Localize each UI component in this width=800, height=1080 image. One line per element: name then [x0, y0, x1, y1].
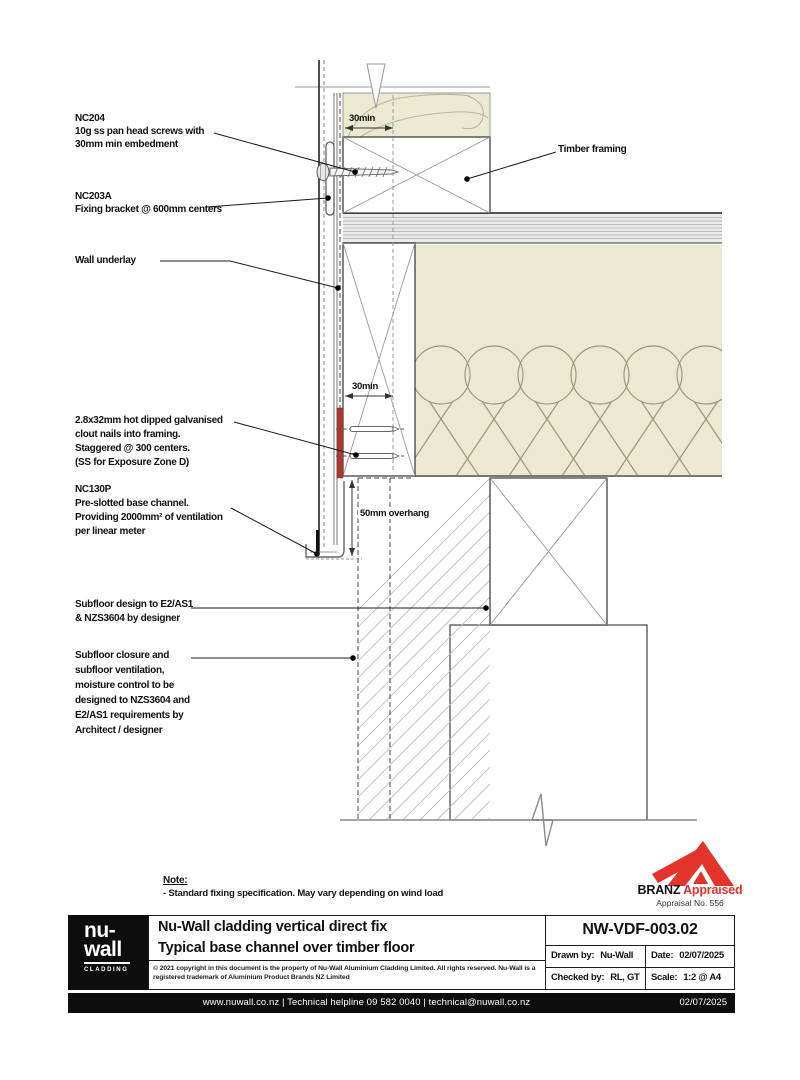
- label-subfloor-closure: [75, 648, 190, 738]
- checked-by-label: Checked by:: [551, 972, 605, 983]
- footer-contact-text: www.nuwall.co.nz | Technical helpline 09 582 0040 | technical@nuwall.co.nz: [202, 997, 531, 1008]
- label-nc204: [75, 112, 204, 151]
- branz-appraisal-number: Appraisal No. 556: [656, 898, 724, 908]
- label-nc130p-text: Providing 2000mm² of ventilation: [75, 512, 223, 523]
- label-subfloor-design: [75, 598, 193, 626]
- nuwall-logo-rule: [84, 962, 130, 964]
- label-clout-nails-text: clout nails into framing.: [75, 429, 181, 440]
- footer-bar: [68, 993, 735, 1013]
- scale-value: 1:2 @ A4: [683, 972, 721, 983]
- label-subfloor-closure-text: moisture control to be: [75, 680, 174, 691]
- drawn-by-label: Drawn by:: [551, 950, 595, 961]
- drawing-number: NW-VDF-003.02: [582, 921, 698, 938]
- title-block-divider: [545, 967, 735, 968]
- label-nc130p: [75, 483, 223, 539]
- label-nc204-text: 30mm min embedment: [75, 139, 178, 150]
- label-nc204-code: NC204: [75, 113, 105, 124]
- nuwall-logo-cladding: CLADDING: [84, 967, 129, 973]
- drawing-note: [163, 875, 443, 899]
- date-cell: [651, 950, 724, 961]
- label-nc130p-text: Pre-slotted base channel.: [75, 498, 189, 509]
- drawn-by-cell: [551, 950, 633, 961]
- footer-date: 02/07/2025: [679, 997, 727, 1008]
- note-body: - Standard fixing specification. May vary depending on wind load: [163, 888, 444, 899]
- timber-bearer: [490, 478, 607, 625]
- scale-label: Scale:: [651, 972, 678, 983]
- label-subfloor-closure-text: E2/AS1 requirements by: [75, 710, 184, 721]
- label-subfloor-closure-text: subfloor ventilation,: [75, 665, 165, 676]
- note-heading: Note:: [163, 875, 188, 886]
- label-nc204-text: 10g ss pan head screws with: [75, 126, 205, 137]
- label-subfloor-closure-text: Subfloor closure and: [75, 650, 170, 661]
- branz-status: Appraised: [683, 883, 743, 897]
- label-nc203a-code: NC203A: [75, 191, 112, 202]
- drawing-subtitle: Typical base channel over timber floor: [158, 940, 415, 956]
- branz-appraised-badge: [628, 883, 752, 908]
- branz-name: BRANZ: [637, 883, 681, 897]
- label-wall-underlay: [75, 254, 136, 267]
- label-subfloor-design-text: Subfloor design to E2/AS1: [75, 599, 194, 610]
- label-timber-framing: [558, 143, 626, 156]
- scale-cell: [651, 972, 721, 983]
- label-subfloor-closure-text: Architect / designer: [75, 725, 163, 736]
- label-nc203a: [75, 190, 222, 216]
- checked-by-cell: [551, 972, 640, 983]
- label-timber-framing-text: Timber framing: [558, 144, 627, 155]
- dim-label-overhang: 50mm overhang: [360, 508, 429, 519]
- label-subfloor-closure-text: designed to NZS3604 and: [75, 695, 190, 706]
- branz-logo: [652, 841, 734, 886]
- label-nc130p-text: per linear meter: [75, 526, 146, 537]
- label-clout-nails-text: 2.8x32mm hot dipped galvanised: [75, 415, 223, 426]
- checked-by-value: RL, GT: [610, 972, 640, 983]
- label-nc130p-code: NC130P: [75, 484, 111, 495]
- insulation: [403, 245, 744, 476]
- date-label: Date:: [651, 950, 674, 961]
- drawn-by-value: Nu-Wall: [600, 950, 634, 961]
- nuwall-logo: [68, 915, 148, 990]
- date-value: 02/07/2025: [679, 950, 724, 961]
- title-block-divider: [148, 960, 545, 961]
- label-clout-nails-text: Staggered @ 300 centers.: [75, 443, 190, 454]
- channel-back-strip: [337, 408, 343, 478]
- floor-sheet: [343, 213, 722, 243]
- wall-cladding-lines: [319, 60, 340, 553]
- label-subfloor-design-text: & NZS3604 by designer: [75, 613, 180, 624]
- floor-joist: [343, 243, 415, 476]
- copyright-text: © 2021 copyright in this document is the property of Nu-Wall Aluminium Cladding Limited. All rights reserved. Nu-Wall is a registered trademark of Aluminium Product Brands NZ Limited: [153, 965, 536, 981]
- title-block-divider: [545, 945, 735, 946]
- subfloor-closure-outline: [358, 478, 413, 820]
- nuwall-logo-wall: wall: [84, 938, 122, 961]
- dim-label-30min-top: 30min: [349, 113, 375, 124]
- foundation-pile: [450, 625, 647, 820]
- label-nc203a-text: Fixing bracket @ 600mm centers: [75, 204, 222, 215]
- label-clout-nails: [75, 414, 223, 470]
- label-wall-underlay-text: Wall underlay: [75, 255, 136, 266]
- title-block-divider: [148, 915, 149, 990]
- dimension-overhang: [349, 480, 355, 556]
- nuwall-logo-nu: nu-: [84, 919, 116, 942]
- dim-label-30min-mid: 30min: [352, 381, 378, 392]
- drawing-title: Nu-Wall cladding vertical direct fix: [158, 919, 388, 935]
- label-clout-nails-text: (SS for Exposure Zone D): [75, 457, 189, 468]
